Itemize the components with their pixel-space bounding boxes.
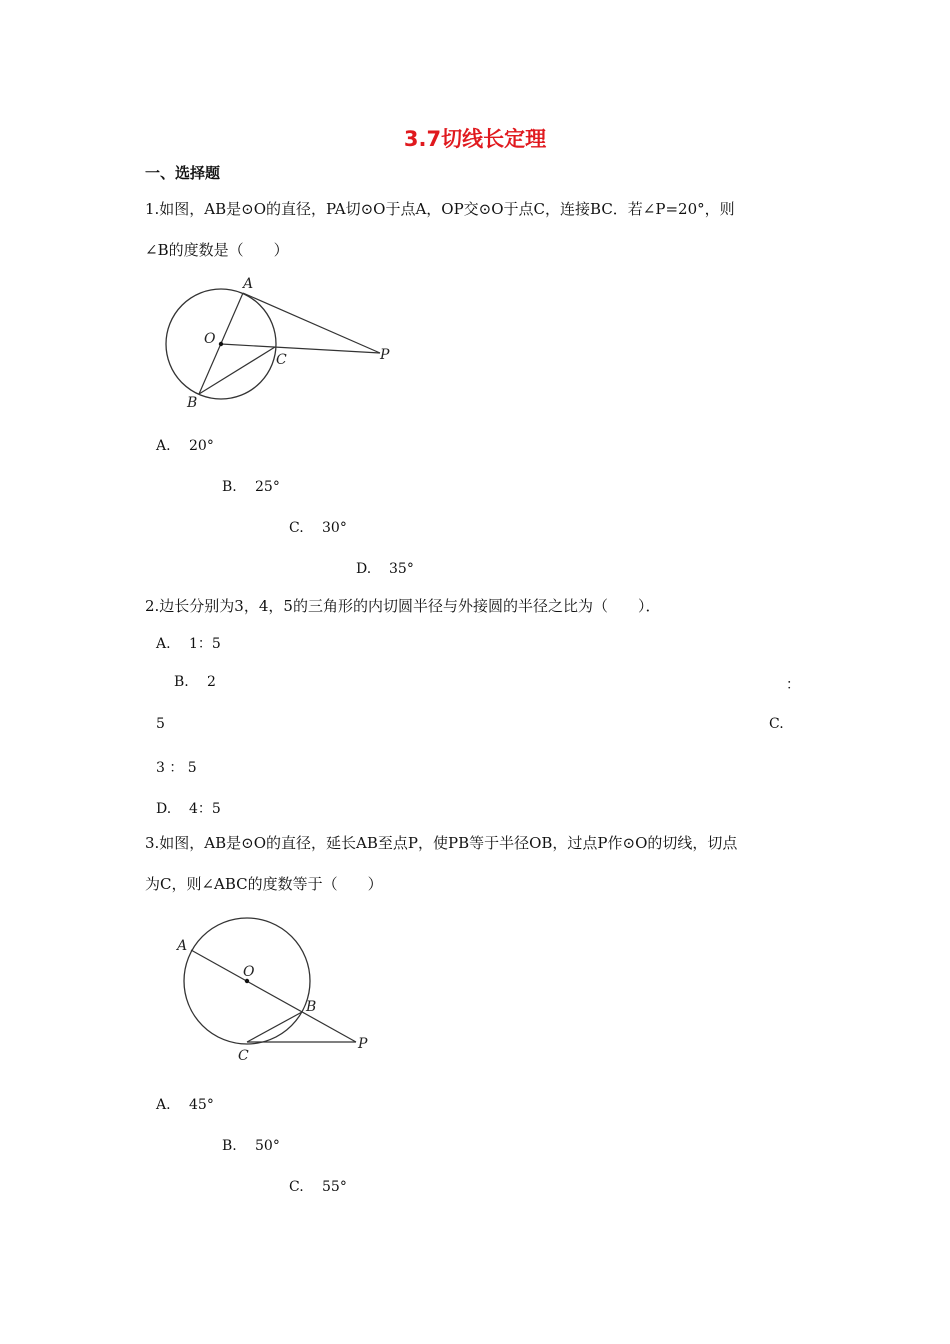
label-b: B xyxy=(187,395,198,411)
q2-option-c-letter[interactable]: C. xyxy=(769,716,784,732)
label-a: A xyxy=(177,938,188,954)
question-1-text-line1: 1.如图，AB是⊙O的直径，PA切⊙O于点A，OP交⊙O于点C，连接BC．若∠P=20°，则 xyxy=(145,200,735,218)
q2-option-b[interactable] xyxy=(174,674,216,690)
q2-option-c-text: 3 ： 5 xyxy=(156,760,197,776)
option-letter: B. xyxy=(174,674,189,690)
option-letter: A. xyxy=(156,1097,171,1113)
q1-option-d[interactable] xyxy=(356,561,414,577)
label-o: O xyxy=(204,331,216,347)
option-letter: B. xyxy=(222,479,237,495)
label-c: C xyxy=(238,1048,249,1064)
segment-op xyxy=(221,344,380,353)
q1-option-a[interactable] xyxy=(156,438,214,454)
q3-option-c[interactable] xyxy=(289,1179,347,1195)
option-letter: B. xyxy=(222,1138,237,1154)
q2-option-b-colon: ： xyxy=(786,677,800,693)
option-letter: C. xyxy=(289,1179,304,1195)
q1-option-b[interactable] xyxy=(222,479,280,495)
tangent-pa xyxy=(243,293,380,353)
option-text: 4：5 xyxy=(189,801,221,817)
option-text: 1：5 xyxy=(189,636,221,652)
q2-option-b-tail: 5 xyxy=(156,716,165,732)
option-text: 45° xyxy=(189,1097,214,1113)
page-title: 3.7切线长定理 xyxy=(403,127,547,151)
center-point xyxy=(219,342,223,346)
label-p: P xyxy=(380,347,390,363)
q3-option-b[interactable] xyxy=(222,1138,280,1154)
q3-option-a[interactable] xyxy=(156,1097,214,1113)
question-3-figure xyxy=(170,912,380,1067)
option-text: 35° xyxy=(389,561,414,577)
section-heading: 一、选择题 xyxy=(145,164,221,182)
option-letter: A. xyxy=(156,438,171,454)
option-letter: C. xyxy=(289,520,304,536)
segment-bc xyxy=(199,347,275,394)
question-2-text: 2.边长分别为3，4，5的三角形的内切圆半径与外接圆的半径之比为（ ）． xyxy=(145,597,661,615)
option-text: 50° xyxy=(255,1138,280,1154)
label-a: A xyxy=(243,276,254,292)
question-1-figure xyxy=(150,270,410,415)
question-1-text-line2: ∠B的度数是（ ） xyxy=(145,241,289,259)
question-3-text-line2: 为C，则∠ABC的度数等于（ ） xyxy=(145,875,383,893)
option-text: 30° xyxy=(322,520,347,536)
option-text: 2 xyxy=(207,674,216,690)
q2-option-d[interactable] xyxy=(156,798,221,818)
option-text: 55° xyxy=(322,1179,347,1195)
option-letter: D. xyxy=(156,801,172,817)
label-b: B xyxy=(306,999,317,1015)
label-o: O xyxy=(243,964,255,980)
q1-option-c[interactable] xyxy=(289,520,347,536)
question-3-text-line1: 3.如图，AB是⊙O的直径，延长AB至点P，使PB等于半径OB，过点P作⊙O的切线，切点 xyxy=(145,834,738,852)
option-text: 25° xyxy=(255,479,280,495)
q2-option-a[interactable] xyxy=(156,633,221,653)
option-letter: D. xyxy=(356,561,372,577)
option-letter: A. xyxy=(156,636,171,652)
label-c: C xyxy=(276,352,287,368)
label-p: P xyxy=(358,1036,368,1052)
option-text: 20° xyxy=(189,438,214,454)
